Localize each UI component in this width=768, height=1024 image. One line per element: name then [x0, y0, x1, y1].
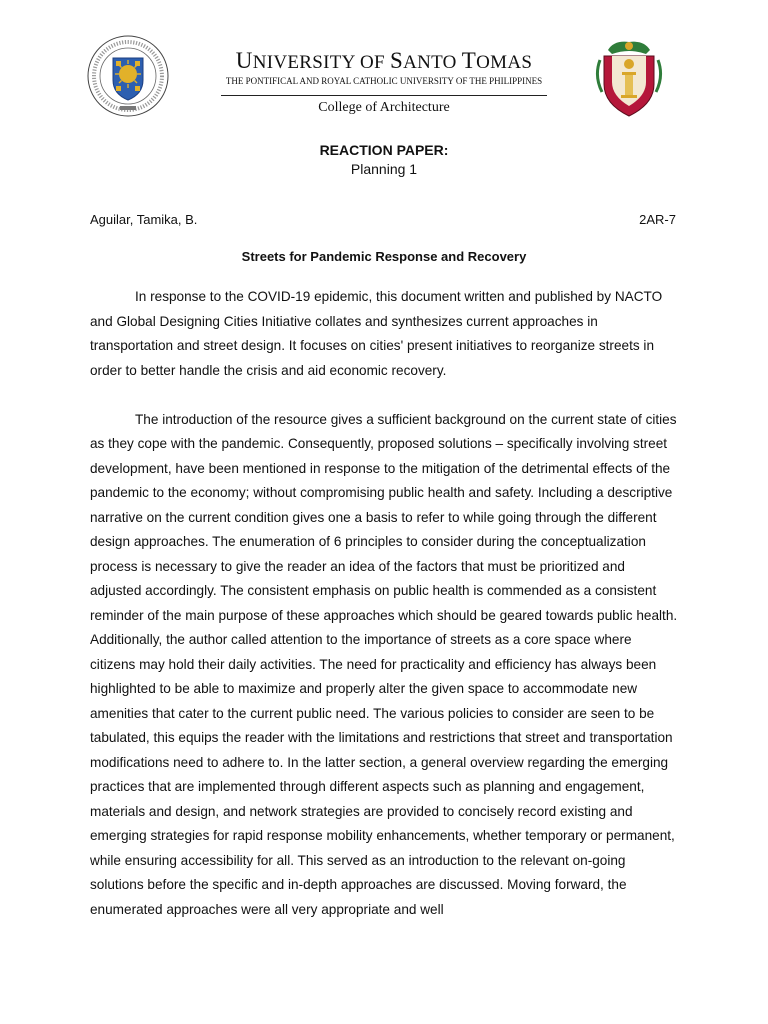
- section-code: 2AR-7: [639, 212, 676, 227]
- body-paragraph-1: In response to the COVID-19 epidemic, this document written and published by NACTO and Global Designing Cities Initiative collates and synthesizes current approaches in transportation and street design. It focuses on cities' present initiatives to reorganize streets in order to better handle the crisis and aid economic recovery.: [90, 289, 663, 378]
- essay-title: Streets for Pandemic Response and Recovery: [241, 249, 527, 264]
- university-seal-graphic: [86, 34, 170, 118]
- letterhead-divider: [221, 95, 547, 96]
- college-crest-graphic: [594, 36, 664, 120]
- university-name-part-1: NIVERSITY OF: [252, 52, 390, 73]
- college-crest-icon: [594, 36, 664, 120]
- body-text: [90, 285, 680, 922]
- university-name-initial-s: S: [389, 48, 404, 73]
- university-name-part-3: OMAS: [476, 52, 533, 73]
- university-name-initial-t: T: [461, 48, 477, 73]
- university-name: [196, 50, 572, 74]
- author-name: Aguilar, Tamika, B.: [90, 212, 198, 227]
- paper-title: REACTION PAPER:: [319, 142, 449, 158]
- university-seal-icon: [86, 34, 170, 118]
- paper-subtitle: Planning 1: [350, 161, 418, 177]
- university-name-initial-u: U: [235, 48, 253, 73]
- university-subtitle: THE PONTIFICAL AND ROYAL CATHOLIC UNIVERSITY OF THE PHILIPPINES: [225, 76, 543, 86]
- body-paragraph-2: The introduction of the resource gives a sufficient background on the current state of cities as they cope with the pandemic. Consequently, proposed solutions – specifically involving street development, have been mentioned in response to the mitigation of the detrimental effects of the pandemic to the economy; without compromising public health and safety. Including a descriptive narrative on the current condition gives one a basis to refer to while going through the different design approaches. The enumeration of 6 principles to consider during the conceptualization process is necessary to give the reader an idea of the factors that must be prioritized and adjusted accordingly. The consistent emphasis on public health is commended as a consistent reminder of the main purpose of these approaches which should be geared towards public health. Additionally, the author called attention to the importance of streets as a core space where citizens may hold their daily activities. The need for practicality and efficiency has always been highlighted to be able to maximize and properly alter the given space to accommodate new amenities that cater to the current public need. The various policies to consider are seen to be tabulated, this equips the reader with the limitations and restrictions that street and transportation modifications need to adhere to. In the latter section, a general overview regarding the emerging practices that are implemented through different aspects such as planning and engagement, materials and design, and network strategies are provided to concisely record existing and emerging strategies for rapid response mobility enhancements, whether temporary or permanent, while ensuring accessibility for all. This served as an introduction to the relevant on-going solutions before the specific and in-depth approaches are discussed. Moving forward, the enumerated approaches were all very appropriate and well: [90, 411, 678, 917]
- university-name-part-2: ANTO: [403, 52, 462, 73]
- letterhead: [196, 50, 572, 117]
- college-name: College of Architecture: [318, 100, 450, 115]
